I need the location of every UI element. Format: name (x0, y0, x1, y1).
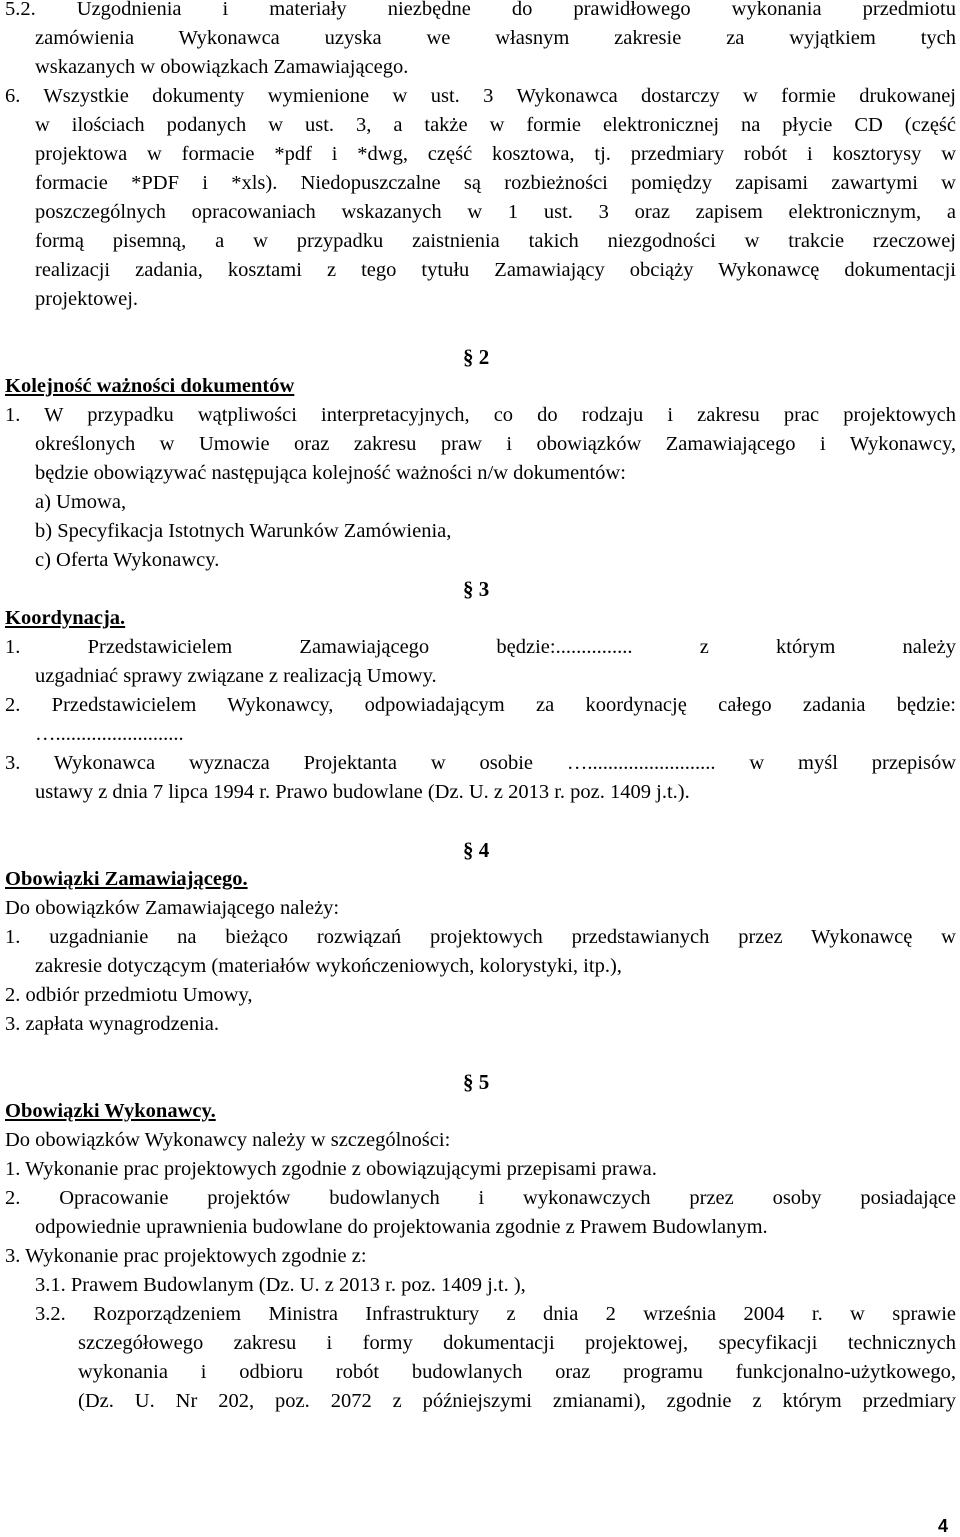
section-6-line-5: poszczególnych opracowaniach wskazanych w 1 ust. 3 oraz zapisem elektronicznym, a (35, 201, 956, 223)
paragraph-3-line-2b: …......................... (35, 723, 184, 745)
paragraph-5-item-3-2: 3.2. Rozporządzeniem Ministra Infrastruktury z dnia 2 września 2004 r. w sprawie (35, 1303, 956, 1325)
paragraph-3-line-1: 1. Przedstawicielem Zamawiającego będzie:............... z którym należy (5, 636, 956, 658)
paragraph-3-number: § 3 (463, 577, 490, 601)
page-number: 4 (937, 1516, 948, 1536)
paragraph-3-line-2: 2. Przedstawicielem Wykonawcy, odpowiadającym za koordynację całego zadania będzie: (5, 694, 956, 716)
paragraph-2-line-1: 1. W przypadku wątpliwości interpretacyjnych, co do rodzaju i zakresu prac projektowych (5, 404, 956, 426)
section-6-line-1: 6. Wszystkie dokumenty wymienione w ust. 3 Wykonawca dostarczy w formie drukowanej (5, 85, 956, 107)
paragraph-5-line-2b: odpowiednie uprawnienia budowlane do projektowania zgodnie z Prawem Budowlanym. (35, 1216, 768, 1238)
paragraph-5-heading: Obowiązki Wykonawcy. (5, 1100, 216, 1122)
section-5-2-line-2: zamówienia Wykonawca uzyska we własnym zakresie za wyjątkiem tych (35, 27, 956, 49)
paragraph-2-number: § 2 (463, 345, 490, 369)
section-6-line-3: projektowa w formacie *pdf i *dwg, część kosztowa, tj. przedmiary robót i kosztorysy w (35, 143, 956, 165)
paragraph-5-number: § 5 (463, 1070, 490, 1094)
paragraph-4-line-1: 1. uzgadnianie na bieżąco rozwiązań projektowych przedstawianych przez Wykonawcę w (5, 926, 956, 948)
paragraph-3-line-3b: ustawy z dnia 7 lipca 1994 r. Prawo budowlane (Dz. U. z 2013 r. poz. 1409 j.t.). (35, 781, 690, 803)
paragraph-3-line-1b: uzgadniać sprawy związane z realizacją Umowy. (35, 665, 437, 687)
section-6-line-2: w ilościach podanych w ust. 3, a także w formie elektronicznej na płycie CD (część (35, 114, 956, 136)
paragraph-2-line-3: będzie obowiązywać następująca kolejność ważności n/w dokumentów: (35, 462, 626, 484)
paragraph-5-line-2: 2. Opracowanie projektów budowlanych i wykonawczych przez osoby posiadające (5, 1187, 956, 1209)
section-6-line-6: formą pisemną, a w przypadku zaistnienia takich niezgodności w trakcie rzeczowej (35, 230, 956, 252)
paragraph-2-item-c: c) Oferta Wykonawcy. (35, 549, 220, 571)
paragraph-2-line-2: określonych w Umowie oraz zakresu praw i obowiązków Zamawiającego i Wykonawcy, (35, 433, 956, 455)
paragraph-4-number: § 4 (463, 838, 490, 862)
paragraph-4-line-1b: zakresie dotyczącym (materiałów wykończeniowych, kolorystyki, itp.), (35, 955, 622, 977)
paragraph-2-heading: Kolejność ważności dokumentów (5, 375, 295, 397)
section-6-line-8: projektowej. (35, 288, 139, 310)
paragraph-5-item-3-2-line-3: wykonania i odbioru robót budowlanych oraz programu funkcjonalno-użytkowego, (78, 1361, 956, 1383)
paragraph-5-line-1: 1. Wykonanie prac projektowych zgodnie z obowiązującymi przepisami prawa. (5, 1158, 657, 1180)
paragraph-3-heading: Koordynacja. (5, 607, 126, 629)
paragraph-5-line-3: 3. Wykonanie prac projektowych zgodnie z: (5, 1245, 367, 1267)
section-5-2-line-1: 5.2. Uzgodnienia i materiały niezbędne do prawidłowego wykonania przedmiotu (5, 0, 956, 20)
paragraph-5-item-3-2-line-4: (Dz. U. Nr 202, poz. 2072 z późniejszymi zmianami), zgodnie z którym przedmiary (78, 1390, 956, 1412)
paragraph-5-item-3-2-line-2: szczegółowego zakresu i formy dokumentacji projektowej, specyfikacji technicznych (78, 1332, 956, 1354)
section-6-line-4: formacie *PDF i *xls). Niedopuszczalne są rozbieżności pomiędzy zapisami zawartymi w (35, 172, 956, 194)
paragraph-4-heading: Obowiązki Zamawiającego. (5, 868, 248, 890)
paragraph-5-intro: Do obowiązków Wykonawcy należy w szczególności: (5, 1129, 451, 1151)
section-6-line-7: realizacji zadania, kosztami z tego tytułu Zamawiający obciąży Wykonawcę dokumentacji (35, 259, 956, 281)
paragraph-2-item-b: b) Specyfikacja Istotnych Warunków Zamówienia, (35, 520, 452, 542)
paragraph-3-line-3: 3. Wykonawca wyznacza Projektanta w osobie …......................... w myśl przepisów (5, 752, 956, 774)
paragraph-4-line-2: 2. odbiór przedmiotu Umowy, (5, 984, 253, 1006)
paragraph-2-item-a: a) Umowa, (35, 491, 127, 513)
section-5-2-line-3: wskazanych w obowiązkach Zamawiającego. (35, 56, 409, 78)
paragraph-4-intro: Do obowiązków Zamawiającego należy: (5, 897, 340, 919)
paragraph-4-line-3: 3. zapłata wynagrodzenia. (5, 1013, 220, 1035)
paragraph-5-item-3-1: 3.1. Prawem Budowlanym (Dz. U. z 2013 r. poz. 1409 j.t. ), (35, 1274, 526, 1296)
